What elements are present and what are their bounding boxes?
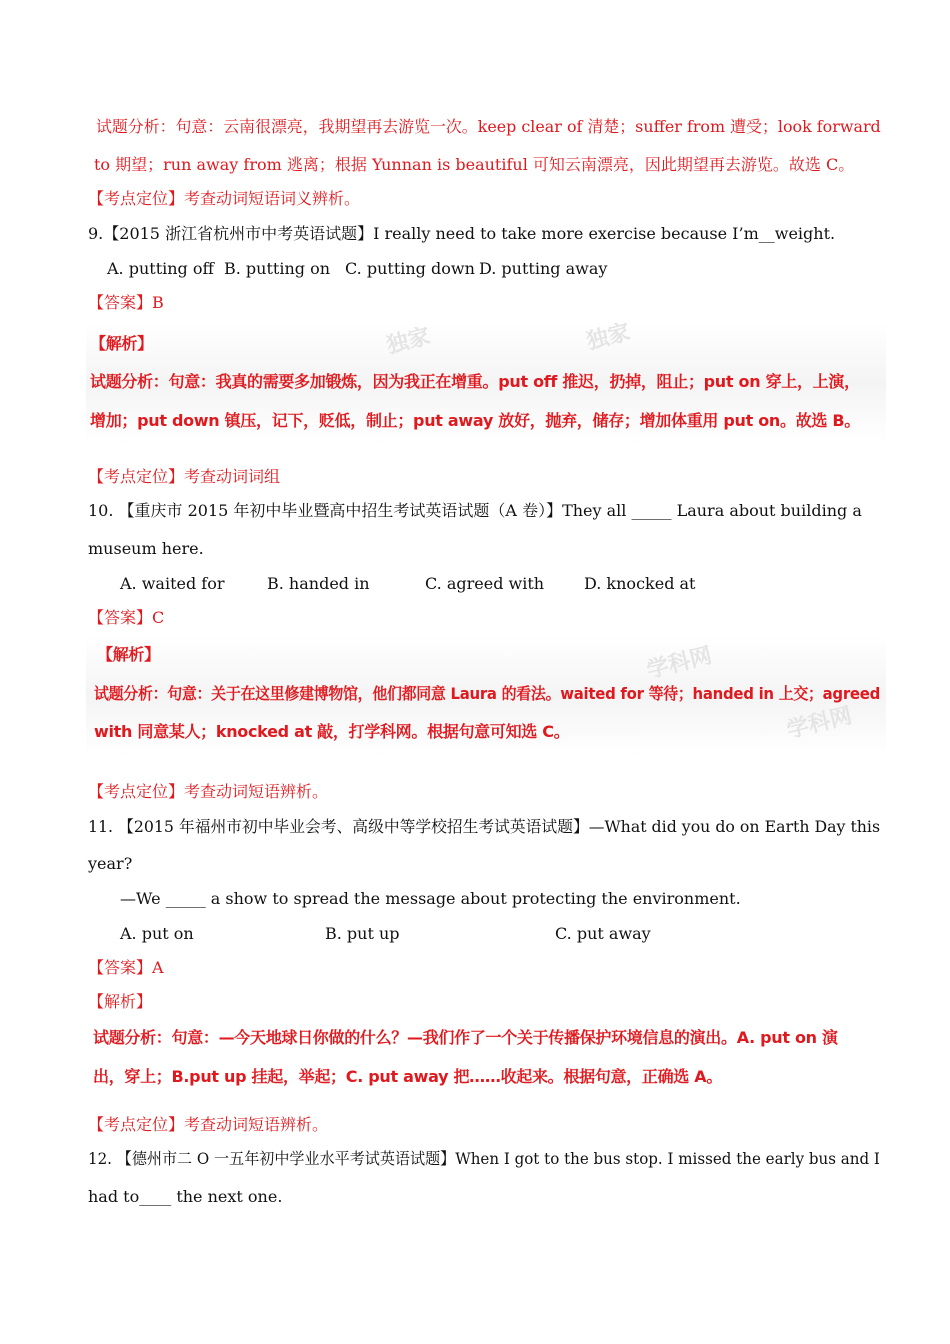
q12-stem-line2: had to____ the next one.: [88, 1187, 283, 1206]
q10-analysis-head: 【解析】: [97, 645, 160, 664]
q10-analysis-line1: 试题分析：句意：关于在这里修建博物馆，他们都同意 Laura 的看法。waited for 等待；handed in 上交；agreed: [94, 684, 881, 703]
q10-stem-line1: 10. 【重庆市 2015 年初中毕业暨高中招生考试英语试题（A 卷）】They all _____ Laura about building a: [88, 501, 862, 520]
watermark: 学科网: [644, 643, 715, 684]
q10-option-b: B. handed in: [267, 574, 370, 593]
watermark: 独家: [584, 319, 633, 355]
watermark: 学科网: [784, 703, 855, 744]
q10-stem-line2: museum here.: [88, 539, 204, 558]
q11-option-a: A. put on: [120, 924, 194, 943]
q12-stem-line1: 12. 【德州市二 O 一五年初中学业水平考试英语试题】When I got to the bus stop. I missed the early bus and I: [88, 1149, 880, 1168]
q8-point: 【考点定位】考查动词短语词义辨析。: [88, 189, 361, 208]
q10-point: 【考点定位】考查动词短语辨析。: [88, 782, 329, 801]
q9-option-d: D. putting away: [479, 259, 608, 278]
q11-point: 【考点定位】考查动词短语辨析。: [88, 1115, 329, 1134]
q9-answer: 【答案】B: [88, 293, 164, 312]
q9-stem: 9.【2015 浙江省杭州市中考英语试题】I really need to take more exercise because I’m__weight.: [88, 224, 836, 243]
q10-option-c: C. agreed with: [425, 574, 545, 593]
q9-point: 【考点定位】考查动词词组: [88, 467, 281, 486]
q11-answer: 【答案】A: [88, 958, 164, 977]
q10-option-d: D. knocked at: [584, 574, 696, 593]
q8-analysis-line1: 试题分析：句意：云南很漂亮，我期望再去游览一次。keep clear of 清楚；suffer from 遭受；look forward: [96, 117, 881, 136]
q11-stem-line3: —We _____ a show to spread the message about protecting the environment.: [120, 889, 741, 908]
q11-analysis-line2: 出，穿上；B.put up 挂起，举起；C. put away 把……收起来。根据句意，正确选 A。: [93, 1067, 723, 1086]
q11-analysis-line1: 试题分析：句意：—今天地球日你做的什么？—我们作了一个关于传播保护环境信息的演出。A. put on 演: [93, 1028, 838, 1047]
q8-analysis-line2: to 期望；run away from 逃离；根据 Yunnan is beautiful 可知云南漂亮，因此期望再去游览。故选 C。: [94, 155, 855, 174]
q9-option-a: A. putting off: [107, 259, 214, 278]
q9-analysis-line1: 试题分析：句意：我真的需要多加锻炼，因为我正在增重。put off 推迟，扔掉，阻止；put on 穿上，上演，: [90, 372, 860, 391]
q11-option-b: B. put up: [325, 924, 400, 943]
q9-option-b: B. putting on: [224, 259, 331, 278]
q10-option-a: A. waited for: [120, 574, 225, 593]
q11-stem-line1: 11. 【2015 年福州市初中毕业会考、高级中等学校招生考试英语试题】—What did you do on Earth Day this: [88, 817, 881, 836]
q11-option-c: C. put away: [555, 924, 651, 943]
q9-option-c: C. putting down: [345, 259, 475, 278]
q11-analysis-head: 【解析】: [88, 992, 153, 1011]
q10-analysis-line2: with 同意某人；knocked at 敲，打学科网。根据句意可知选 C。: [94, 722, 570, 741]
q10-answer: 【答案】C: [88, 608, 165, 627]
q11-stem-line2: year?: [88, 854, 133, 873]
q9-analysis-line2: 增加；put down 镇压，记下，贬低，制止；put away 放好，抛弃，储存；增加体重用 put on。故选 B。: [90, 411, 860, 430]
q9-analysis-head: 【解析】: [90, 334, 153, 353]
watermark: 独家: [384, 323, 433, 359]
